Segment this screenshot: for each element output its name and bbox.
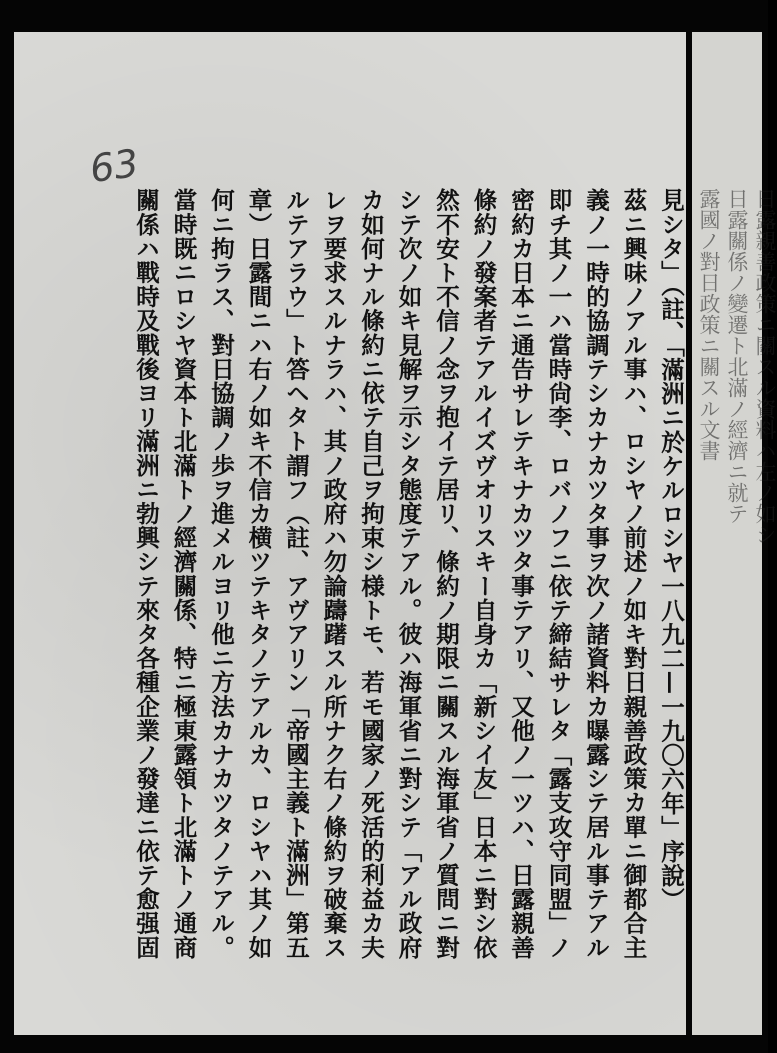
- text-column: 即チ其ノ一ハ當時尙李、ロバノフニ依テ締結サレタ「露支攻守同盟」ノ: [544, 188, 573, 960]
- text-column: 然不安ト不信ノ念ヲ抱イテ居リ、條約ノ期限ニ關スル海軍省ノ質問ニ對: [432, 188, 460, 960]
- text-column: カ如何ナル條約ニ依テ自己ヲ拘束シ様トモ、若モ國家ノ死活的利益カ夫: [357, 188, 385, 960]
- text-column: 茲ニ興味ノアル事ハ、ロシヤノ前述ノ如キ對日親善政策カ單ニ御都合主: [619, 188, 648, 960]
- text-column: 見シタ」（註、「滿洲ニ於ケルロシヤ一八九二—一九〇六年」序說）: [657, 188, 685, 912]
- adjacent-text-column: 日露親善政策ニ關スル資料ハ左ノ如シ: [753, 188, 777, 545]
- document-page: [14, 32, 686, 1035]
- adjacent-page-edge: [692, 32, 777, 1035]
- page-number: 63: [87, 140, 142, 192]
- text-column: 條約ノ發案者テアルイズヴオリスキー自身カ「新シイ友」日本ニ對シ依: [469, 188, 498, 960]
- text-column: 密約カ日本ニ通告サレテキナカツタ事テアリ、又他ノ一ツハ、日露親善: [507, 188, 535, 960]
- vertical-text-body: [132, 188, 685, 1028]
- text-column: レヲ要求スルナラハ、其ノ政府ハ勿論躊躇スル所ナク右ノ條約ヲ破棄ス: [319, 188, 348, 960]
- text-column: 何ニ拘ラス、對日協調ノ歩ヲ進メルヨリ他ニ方法カナカツタノテアル。: [207, 188, 235, 960]
- text-column: 章）日露間ニハ右ノ如キ不信カ横ツテキタノテアルカ、ロシヤハ其ノ如: [244, 188, 273, 960]
- text-column: 當時既ニロシヤ資本ト北滿トノ經濟關係、特ニ極東露領ト北滿トノ通商: [169, 188, 198, 960]
- adjacent-text-column: 露國ノ對日政策ニ關スル文書: [697, 188, 721, 461]
- adjacent-text-column: 日露關係ノ變遷ト北滿ノ經濟ニ就テ: [725, 188, 749, 524]
- text-column: 關係ハ戰時及戰後ヨリ滿洲ニ勃興シテ來タ各種企業ノ發達ニ依テ愈强固: [132, 188, 160, 960]
- adjacent-page-text: [698, 188, 776, 1008]
- text-column: 義ノ一時的協調テシカナカツタ事ヲ次ノ諸資料カ曝露シテ居ル事テアル: [582, 188, 610, 960]
- text-column: ルテアラウ」ト答ヘタト謂フ（註、アヴアリン「帝國主義ト滿洲」第五: [282, 188, 310, 960]
- text-column: シテ次ノ如キ見解ヲ示シタ態度テアル。彼ハ海軍省ニ對シテ「アル政府: [394, 188, 423, 960]
